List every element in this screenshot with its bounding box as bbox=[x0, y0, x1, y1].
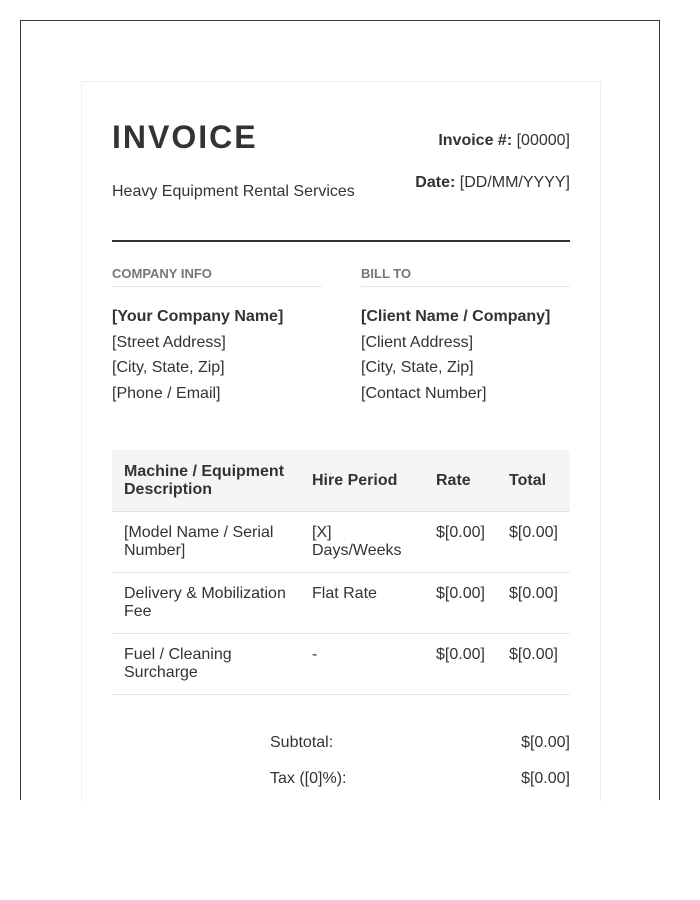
invoice-date bbox=[415, 173, 570, 193]
client-contact: [Contact Number] bbox=[361, 384, 487, 402]
table-row bbox=[112, 573, 570, 634]
cell-description: [Model Name / Serial Number] bbox=[112, 512, 300, 573]
subtotal-value: $[0.00] bbox=[521, 734, 570, 751]
cell-total: $[0.00] bbox=[497, 634, 570, 695]
cell-description: Fuel / Cleaning Surcharge bbox=[112, 634, 300, 695]
bill-to-label: BILL TO bbox=[361, 266, 570, 287]
cell-description: Delivery & Mobilization Fee bbox=[112, 573, 300, 634]
column-header-hire-period: Hire Period bbox=[300, 450, 424, 512]
company-contact: [Phone / Email] bbox=[112, 384, 221, 402]
table-row bbox=[112, 512, 570, 573]
column-header-total: Total bbox=[497, 450, 570, 512]
invoice-date-value: [DD/MM/YYYY] bbox=[459, 174, 570, 191]
cell-total: $[0.00] bbox=[497, 573, 570, 634]
table-row bbox=[112, 634, 570, 695]
client-address: [Client Address] bbox=[361, 333, 474, 351]
cell-rate: $[0.00] bbox=[424, 634, 497, 695]
cell-total: $[0.00] bbox=[497, 512, 570, 573]
invoice-subtitle: Heavy Equipment Rental Services bbox=[112, 183, 355, 200]
items-table bbox=[112, 450, 570, 695]
cell-hire-period: Flat Rate bbox=[300, 573, 424, 634]
client-name: [Client Name / Company] bbox=[361, 308, 551, 325]
subtotal-label: Subtotal: bbox=[270, 734, 334, 751]
cell-rate: $[0.00] bbox=[424, 573, 497, 634]
column-header-description: Machine / Equipment Description bbox=[112, 450, 300, 512]
company-street: [Street Address] bbox=[112, 333, 226, 351]
company-city: [City, State, Zip] bbox=[112, 359, 225, 376]
invoice-date-label: Date: bbox=[415, 174, 456, 191]
company-info-label: COMPANY INFO bbox=[112, 266, 322, 287]
client-city: [City, State, Zip] bbox=[361, 359, 474, 376]
company-name: [Your Company Name] bbox=[112, 308, 284, 325]
tax-label: Tax ([0]%): bbox=[270, 770, 347, 787]
cell-hire-period: - bbox=[300, 634, 424, 695]
invoice-title: INVOICE bbox=[112, 119, 258, 155]
column-header-rate: Rate bbox=[424, 450, 497, 512]
invoice-number bbox=[438, 131, 570, 151]
header-divider bbox=[112, 240, 570, 242]
cell-rate: $[0.00] bbox=[424, 512, 497, 573]
company-info-block bbox=[112, 304, 283, 406]
invoice-number-value: [00000] bbox=[516, 132, 570, 149]
tax-value: $[0.00] bbox=[521, 770, 570, 787]
table-header-row bbox=[112, 450, 570, 512]
invoice-number-label: Invoice #: bbox=[438, 132, 513, 149]
bill-to-block bbox=[361, 304, 550, 406]
cell-hire-period: [X] Days/Weeks bbox=[300, 512, 424, 573]
